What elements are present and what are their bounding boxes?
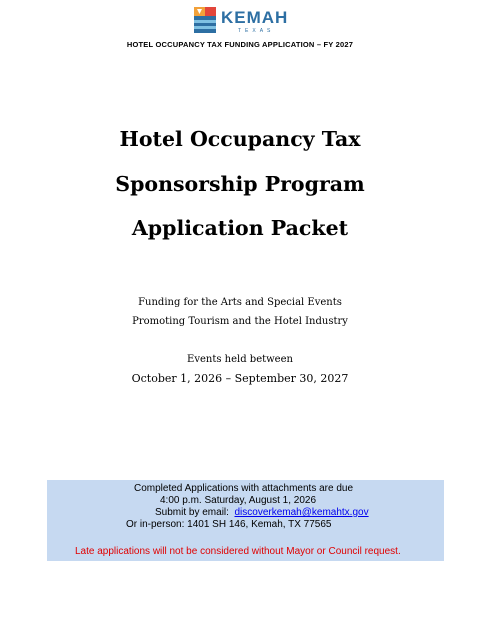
notice-due-line: Completed Applications with attachments are due	[134, 483, 354, 494]
email-link[interactable]: discoverkemah@kemahtx.gov	[234, 507, 369, 518]
submission-notice-box	[47, 480, 444, 561]
kemah-flag-icon	[194, 7, 216, 33]
event-date-range: October 1, 2026 – September 30, 2027	[131, 372, 349, 385]
subtitle-line-1: Funding for the Arts and Special Events	[138, 297, 342, 308]
notice-email-line	[155, 507, 369, 518]
late-warning: Late applications will not be considered without Mayor or Council request.	[75, 546, 401, 557]
logo-wordmark: KEMAH	[221, 8, 289, 27]
notice-address: Or in-person: 1401 SH 146, Kemah, TX 77565	[126, 519, 332, 530]
subtitle-line-2: Promoting Tourism and the Hotel Industry	[132, 316, 348, 327]
notice-email-label: Submit by email:	[155, 507, 229, 518]
document-header: HOTEL OCCUPANCY TAX FUNDING APPLICATION – FY 2027	[126, 40, 354, 49]
title-line-2: Sponsorship Program	[115, 172, 365, 196]
kemah-logo	[194, 7, 288, 35]
title-line-1: Hotel Occupancy Tax	[119, 127, 361, 151]
subtitle-line-3: Events held between	[187, 354, 293, 365]
notice-deadline: 4:00 p.m. Saturday, August 1, 2026	[160, 495, 317, 506]
title-line-3: Application Packet	[131, 216, 349, 240]
logo-subtext: TEXAS	[238, 28, 275, 34]
